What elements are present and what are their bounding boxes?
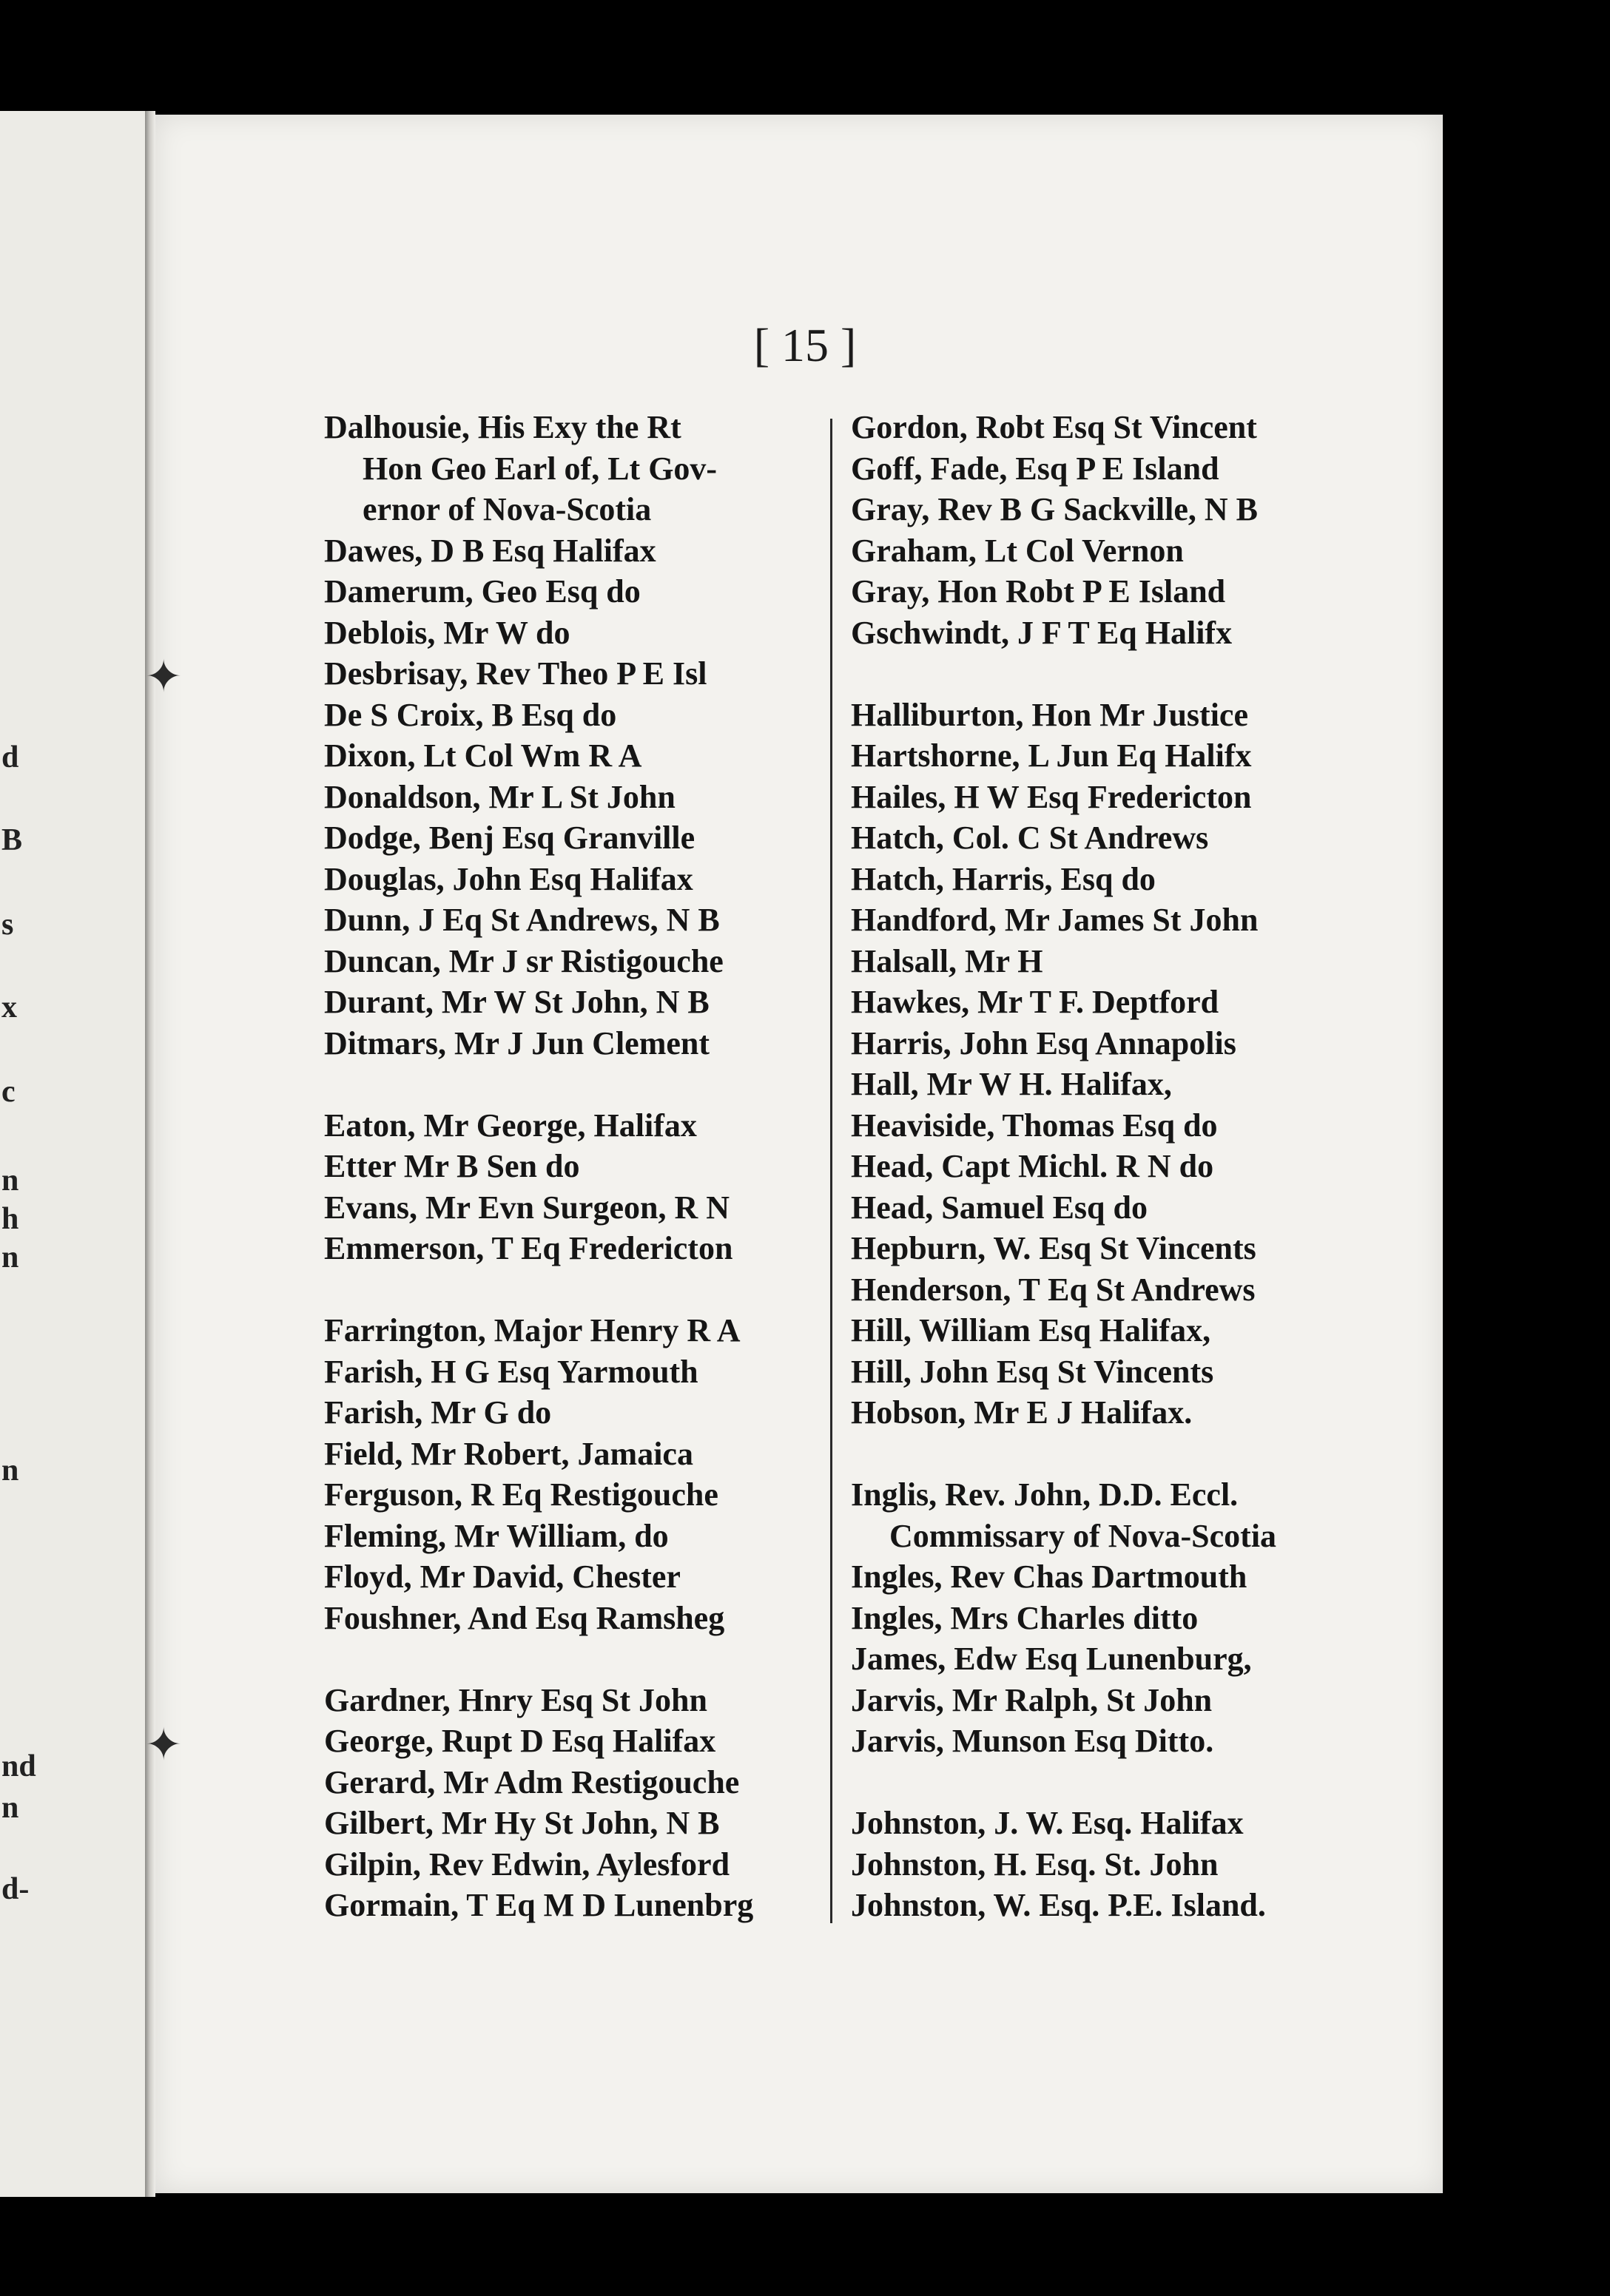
ornament-icon: ✦ xyxy=(145,651,183,703)
edge-fragment: c xyxy=(1,1075,16,1109)
entry-line xyxy=(851,653,1361,695)
entry-line: Hatch, Harris, Esq do xyxy=(851,860,1156,897)
entry-line: Farrington, Major Henry R A xyxy=(324,1312,741,1348)
entry-line: Gilbert, Mr Hy St John, N B xyxy=(324,1805,720,1841)
entry-line: Field, Mr Robert, Jamaica xyxy=(324,1435,693,1472)
page-number: [ 15 ] xyxy=(753,319,857,371)
entry-line: Hepburn, W. Esq St Vincents xyxy=(851,1230,1256,1266)
edge-fragment: d- xyxy=(1,1872,30,1906)
entry-line: Harris, John Esq Annapolis xyxy=(851,1024,1236,1061)
entry-line: Dixon, Lt Col Wm R A xyxy=(324,737,642,774)
entry-line: Durant, Mr W St John, N B xyxy=(324,984,710,1020)
entry-line: Foushner, And Esq Ramsheg xyxy=(324,1599,725,1636)
entry-line: Emmerson, T Eq Fredericton xyxy=(324,1230,733,1266)
entry-line xyxy=(324,1269,812,1311)
edge-fragment: n xyxy=(1,1453,19,1488)
entry-line: Dodge, Benj Esq Granville xyxy=(324,820,695,856)
entry-line: Gormain, T Eq M D Lunenbrg xyxy=(324,1887,754,1923)
ornament-icon: ✦ xyxy=(145,1719,183,1771)
entry-line: Halsall, Mr H xyxy=(851,942,1043,979)
entry-line: Hall, Mr W H. Halifax, xyxy=(851,1066,1172,1102)
entry-line: Inglis, Rev. John, D.D. Eccl. xyxy=(851,1476,1239,1513)
entry-line xyxy=(324,1638,812,1680)
entry-line: Commissary of Nova-Scotia xyxy=(889,1517,1277,1554)
entry-line: James, Edw Esq Lunenburg, xyxy=(851,1641,1252,1677)
entry-line xyxy=(851,1762,1361,1803)
edge-fragment: h xyxy=(1,1202,19,1236)
entry-line: Farish, H G Esq Yarmouth xyxy=(324,1353,698,1390)
entry-line: Hartshorne, L Jun Eq Halifx xyxy=(851,737,1252,774)
entry-line: Evans, Mr Evn Surgeon, R N xyxy=(324,1189,730,1226)
entry-line: Deblois, Mr W do xyxy=(324,614,570,651)
edge-fragment: n xyxy=(1,1791,19,1825)
left-column xyxy=(324,407,812,1926)
entry-line xyxy=(851,1434,1361,1475)
entry-line: De S Croix, B Esq do xyxy=(324,696,617,733)
entry-line: Dunn, J Eq St Andrews, N B xyxy=(324,902,720,938)
entry-line: Johnston, H. Esq. St. John xyxy=(851,1846,1219,1883)
right-column xyxy=(851,407,1361,1926)
entry-line: Douglas, John Esq Halifax xyxy=(324,860,693,897)
entry-line: Head, Capt Michl. R N do xyxy=(851,1148,1214,1184)
edge-fragment: nd xyxy=(1,1749,36,1783)
column-divider xyxy=(830,419,832,1923)
entry-line: Henderson, T Eq St Andrews xyxy=(851,1271,1256,1308)
entry-line: Ingles, Rev Chas Dartmouth xyxy=(851,1559,1247,1595)
edge-fragment: d xyxy=(1,740,19,774)
entry-line: Duncan, Mr J sr Ristigouche xyxy=(324,942,724,979)
entry-line: Jarvis, Munson Esq Ditto. xyxy=(851,1723,1214,1759)
edge-fragment: s xyxy=(1,908,14,942)
entry-line: Eaton, Mr George, Halifax xyxy=(324,1107,697,1144)
entry-line: Desbrisay, Rev Theo P E Isl xyxy=(324,655,707,692)
entry-line: Floyd, Mr David, Chester xyxy=(324,1559,681,1595)
entry-line: Gray, Hon Robt P E Island xyxy=(851,573,1226,610)
entry-line: Handford, Mr James St John xyxy=(851,902,1259,938)
entry-line: Heaviside, Thomas Esq do xyxy=(851,1107,1218,1144)
entry-line: Donaldson, Mr L St John xyxy=(324,778,676,815)
entry-line: Hill, William Esq Halifax, xyxy=(851,1312,1211,1348)
edge-fragment: n xyxy=(1,1164,19,1198)
entry-line: Johnston, W. Esq. P.E. Island. xyxy=(851,1887,1266,1923)
entry-line: Hatch, Col. C St Andrews xyxy=(851,820,1209,856)
entry-line: Ditmars, Mr J Jun Clement xyxy=(324,1024,710,1061)
entry-line: Hawkes, Mr T F. Deptford xyxy=(851,984,1219,1020)
entry-line xyxy=(324,1064,812,1105)
entry-line: Dalhousie, His Exy the Rt xyxy=(324,409,681,445)
entry-line: Johnston, J. W. Esq. Halifax xyxy=(851,1805,1244,1841)
entry-line: Fleming, Mr William, do xyxy=(324,1517,669,1554)
entry-line: Ingles, Mrs Charles ditto xyxy=(851,1599,1199,1636)
entry-line: Gerard, Mr Adm Restigouche xyxy=(324,1763,740,1800)
entry-line: Etter Mr B Sen do xyxy=(324,1148,580,1184)
edge-fragment: B xyxy=(1,823,23,857)
entry-line: Graham, Lt Col Vernon xyxy=(851,532,1184,569)
entry-line: Farish, Mr G do xyxy=(324,1394,552,1431)
entry-line: ernor of Nova-Scotia xyxy=(363,491,652,527)
entry-line: Jarvis, Mr Ralph, St John xyxy=(851,1681,1213,1718)
entry-line: Halliburton, Hon Mr Justice xyxy=(851,696,1248,733)
entry-line: Gschwindt, J F T Eq Halifx xyxy=(851,614,1233,651)
entry-line: Hobson, Mr E J Halifax. xyxy=(851,1394,1193,1431)
edge-fragment: n xyxy=(1,1240,19,1274)
entry-line: Ferguson, R Eq Restigouche xyxy=(324,1476,718,1513)
entry-line: Head, Samuel Esq do xyxy=(851,1189,1148,1226)
entry-line: Hailes, H W Esq Fredericton xyxy=(851,778,1252,815)
entry-line: Gordon, Robt Esq St Vincent xyxy=(851,409,1257,445)
entry-line: George, Rupt D Esq Halifax xyxy=(324,1723,716,1759)
entry-line: Goff, Fade, Esq P E Island xyxy=(851,450,1219,487)
entry-line: Hon Geo Earl of, Lt Gov- xyxy=(363,450,718,487)
entry-line: Dawes, D B Esq Halifax xyxy=(324,532,656,569)
entry-line: Gardner, Hnry Esq St John xyxy=(324,1681,707,1718)
entry-line: Gilpin, Rev Edwin, Aylesford xyxy=(324,1846,730,1883)
entry-line: Hill, John Esq St Vincents xyxy=(851,1353,1214,1390)
entry-line: Gray, Rev B G Sackville, N B xyxy=(851,491,1258,527)
book-gutter xyxy=(145,111,155,2197)
edge-fragment: x xyxy=(1,990,17,1024)
entry-line: Damerum, Geo Esq do xyxy=(324,573,641,610)
